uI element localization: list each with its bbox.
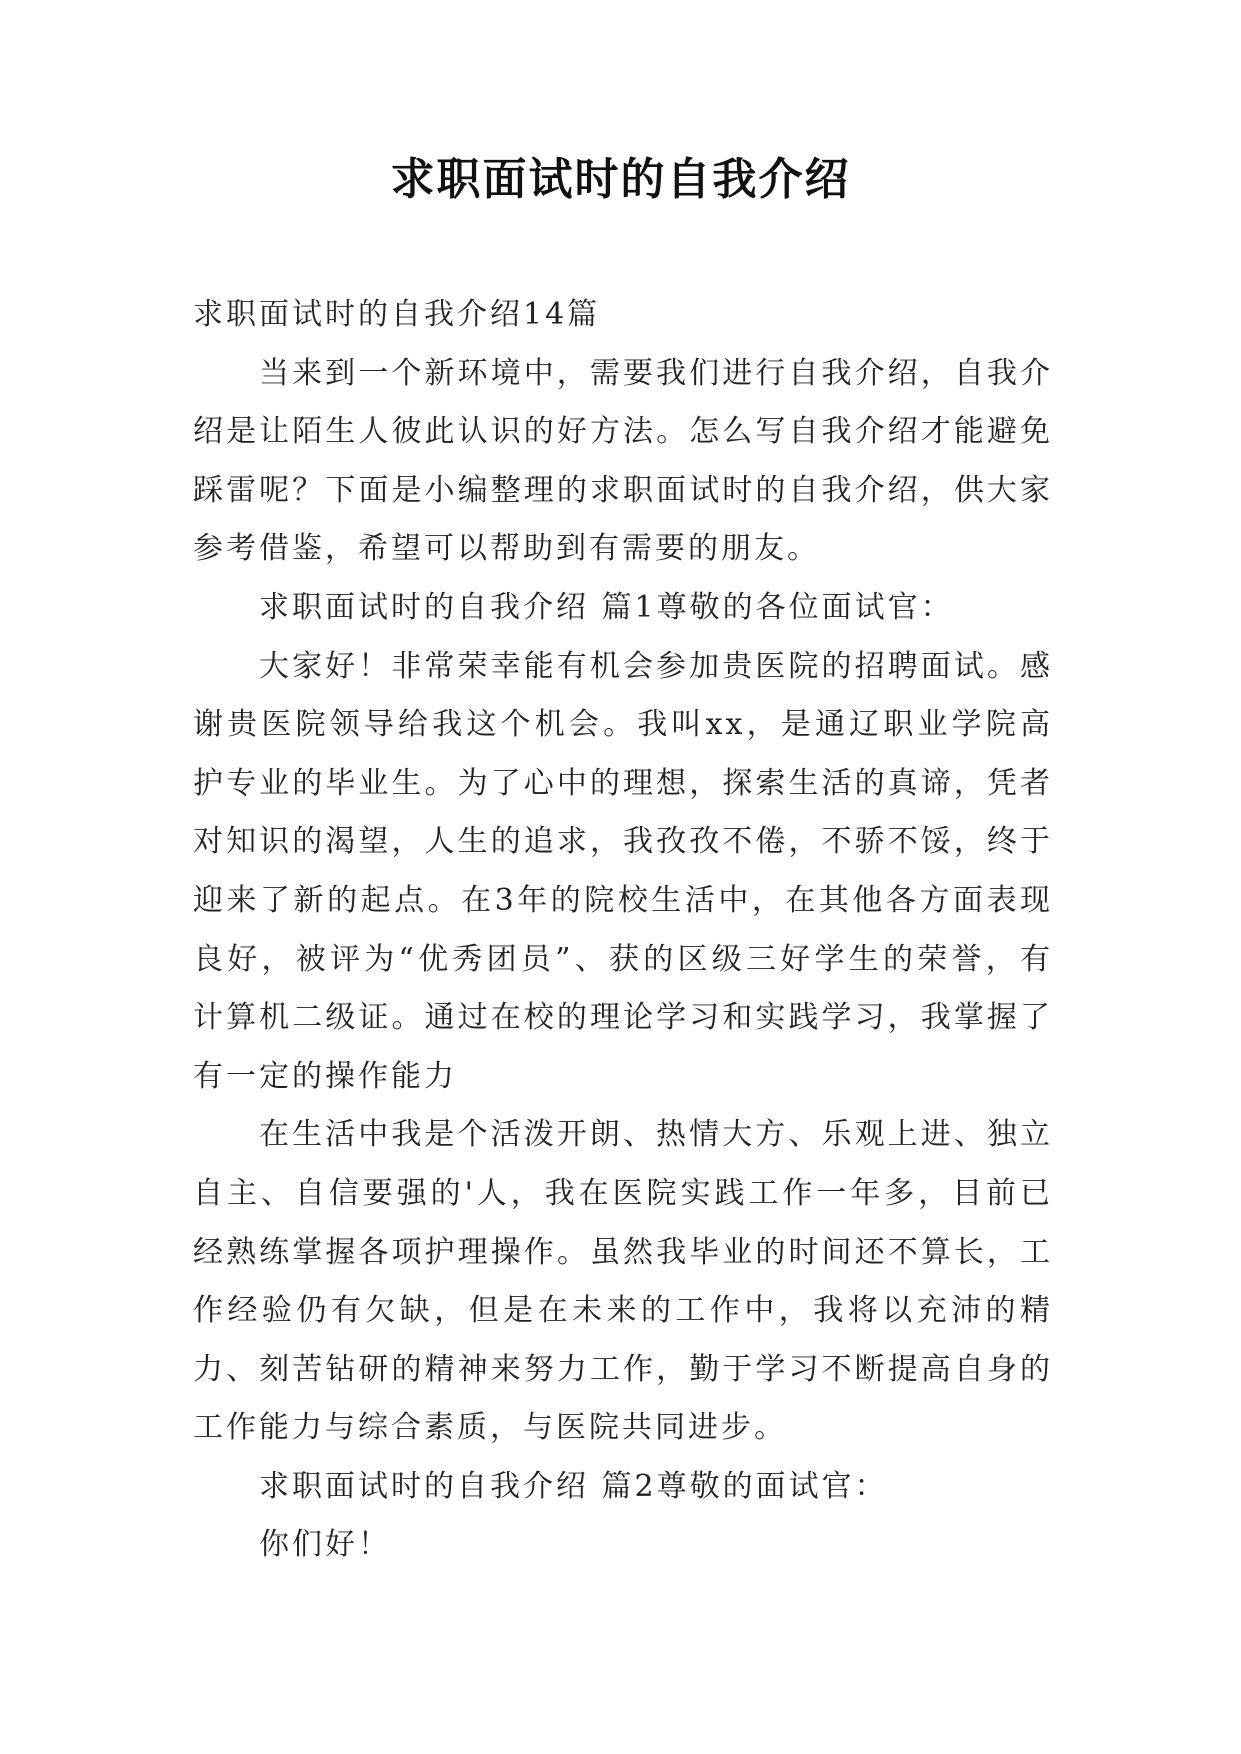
document-subtitle: 求职面试时的自我介绍14篇 [193,297,601,332]
section-1-paragraph-2: 在生活中我是个活泼开朗、热情大方、乐观上进、独立自主、自信要强的'人，我在医院实践工作一年多，目前已经熟练掌握各项护理操作。虽然我毕业的时间还不算长，工作经验仍有欠缺，但是在未来的工作中，我将以充沛的精力、刻苦钻研的精神来努力工作，勤于学习不断提高自身的工作能力与综合素质，与医院共同进步。 [193,1117,1053,1446]
section-1-paragraph-1: 大家好！非常荣幸能有机会参加贵医院的招聘面试。感谢贵医院领导给我这个机会。我叫xx，是通辽职业学院高护专业的毕业生。为了心中的理想，探索生活的真谛，凭者对知识的渴望，人生的追求，我孜孜不倦，不骄不馁，终于迎来了新的起点。在3年的院校生活中，在其他各方面表现良好，被评为“优秀团员”、获的区级三好学生的荣誉，有计算机二级证。通过在校的理论学习和实践学习，我掌握了有一定的操作能力 [193,648,1053,1094]
section-2-heading: 求职面试时的自我介绍 篇2尊敬的面试官： [259,1468,888,1504]
document-body [193,286,1053,1575]
intro-paragraph: 当来到一个新环境中，需要我们进行自我介绍，自我介绍是让陌生人彼此认识的好方法。怎么写自我介绍才能避免踩雷呢？下面是小编整理的求职面试时的自我介绍，供大家参考借鉴，希望可以帮助到有需要的朋友。 [193,355,1053,567]
section-1-heading: 求职面试时的自我介绍 篇1尊敬的各位面试官： [259,589,954,625]
section-2-greeting: 你们好！ [259,1527,391,1563]
document-title: 求职面试时的自我介绍 [390,154,851,205]
